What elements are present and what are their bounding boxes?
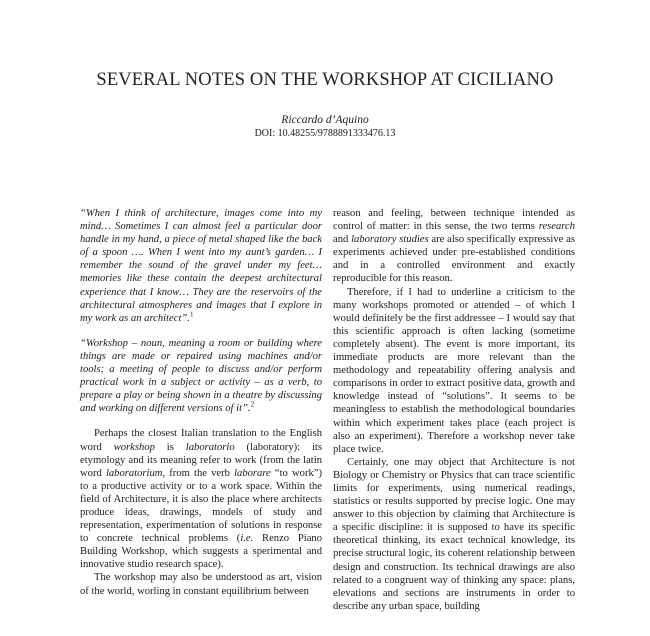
text-run: is xyxy=(154,441,186,453)
quote-2-text: “Workshop – noun, meaning a room or building where things are made or repaired using machines and/or tools; a meeting of people to discuss and/or perform practical work in a subject or activity – as a verb, to prepare a play or being shown in a theatre by discussing and working on different versions of it”. xyxy=(80,337,322,415)
italic-term: laborare xyxy=(234,467,271,479)
text-run: , from the verb xyxy=(162,467,235,479)
right-column xyxy=(333,207,575,613)
text-run: are also specifically expressive as experiments achieved under pre-established conditions and in a controlled environment and exactly reproducible for this reason. xyxy=(333,234,575,285)
doi-line: DOI: 10.48255/9788891333476.13 xyxy=(254,128,396,139)
author-name: Riccardo d’Aquino xyxy=(281,114,369,126)
italic-term: i.e. xyxy=(240,533,254,545)
body-paragraph-5: Certainly, one may object that Architecture is not Biology or Chemistry or Physics that can trace scientific limits for experiments, using numerical readings, statistics or results supported by precise logic. One may answer to this objection by claiming that Architecture is a specific discipline: it is supposed to have its specific theoretical thinking, its exact technical knowledge, its precise structural logic, its coherent relationship between design and construction. Its technical drawings are also related to a congruent way of thinking any space: plans, elevations and sections are instruments in order to describe any urban space, building xyxy=(333,456,575,612)
italic-term: research xyxy=(538,221,575,233)
body-paragraph-2: The workshop may also be understood as art, vision of the world, worling in constant equilibrium between xyxy=(80,572,322,597)
italic-term: laboratorium xyxy=(105,467,163,479)
quote-1-text: “When I think of architecture, images come into my mind… Sometimes I can almost feel a particular door handle in my hand, a piece of metal shaped like the back of a spoon …. When I went into my aunt’s garden… I remember the sound of the gravel under my feet… memories like these contain the deepest architectural experience that I know… They are the reservoirs of the architectural atmospheres and images that I explore in my work as an architect”. xyxy=(80,208,322,324)
body-paragraph-1 xyxy=(80,427,322,571)
page-title: SEVERAL NOTES ON THE WORKSHOP AT CICILIANO xyxy=(96,70,554,90)
text-run: “to work”) to a productive activity or to a work space. Within the field of Architecture, it is also the place where architects produce ideas, drawings, models of study and representation, experimentation of solutions in response to concrete technical problems ( xyxy=(80,467,323,545)
left-column xyxy=(80,207,322,598)
text-run: (laboratory): its etymology and its meaning refer to work (from the latin word xyxy=(80,441,322,479)
text-run: and xyxy=(333,234,352,246)
text-run: reason and feeling, between technique intended as control of matter: in this sense, the two terms xyxy=(333,208,575,233)
italic-term: workshop xyxy=(113,441,155,453)
epigraph-quote-1 xyxy=(80,207,322,325)
body-paragraph-4: Therefore, if I had to underline a criticism to the many workshops promoted or attended – of which I would definitely be the first addressee – I would say that this scientific approach is often lacking (sometime completely absent). The event is more important, its immediate products are more relevant than the methodology and repeatability offering analysis and comparisons in order to extract positive data, growth and knowledge instead of “solutions”. It seems to be meaningless to establish the methodological boundaries within which experiment takes place (each project is also an experiment). Therefore a workshop never take place twice. xyxy=(333,286,575,455)
body-paragraph-3 xyxy=(333,207,575,286)
footnote-marker-1[interactable]: 1 xyxy=(189,310,194,319)
text-run: Perhaps the closest Italian translation to the English word xyxy=(80,428,322,453)
footnote-marker-2[interactable]: 2 xyxy=(250,400,255,409)
text-run: Renzo Piano Building Workshop, which suggests a sperimental and innovative studio research space). xyxy=(80,533,322,571)
epigraph-quote-2 xyxy=(80,337,322,416)
italic-term: laboratory studies xyxy=(351,234,429,246)
italic-term: laboratorio xyxy=(185,441,235,453)
